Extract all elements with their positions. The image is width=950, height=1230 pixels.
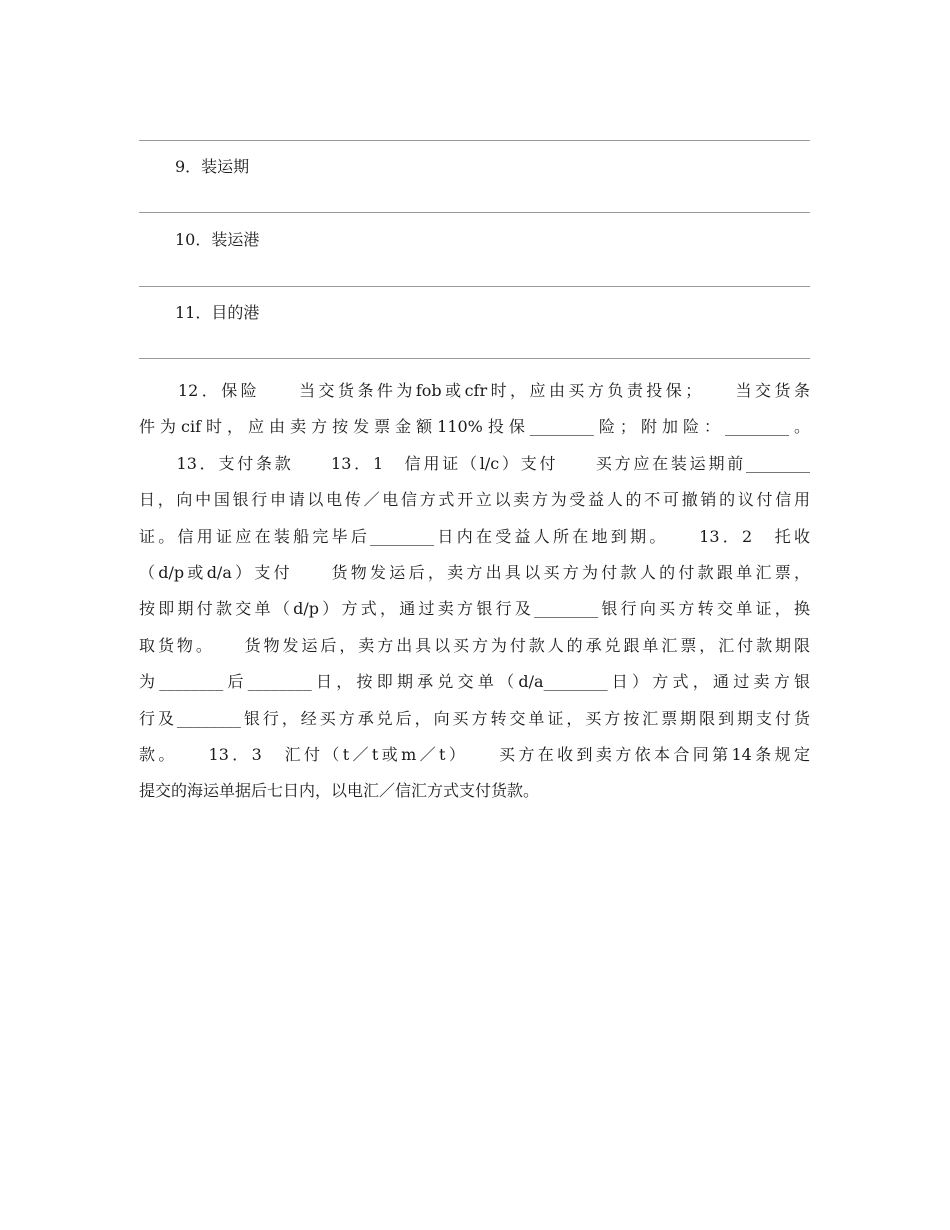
body-line: 12．保险 当交货条件为fob或cfr时，应由买方负责投保； 当交货条 <box>139 381 810 400</box>
divider-line <box>139 358 810 359</box>
section-shipment-period: 9．装运期 <box>175 157 250 176</box>
body-line: 13．支付条款 13．1 信用证（l/c）支付 买方应在装运期前________ <box>139 453 810 473</box>
body-line: 款。 13．3 汇付（t／t或m／t） 买方在收到卖方依本合同第14条规定 <box>139 744 810 764</box>
body-line: 取货物。 货物发运后，卖方出具以买方为付款人的承兑跟单汇票，汇付款期限 <box>139 635 810 655</box>
body-line: 证。信用证应在装船完毕后________日内在受益人所在地到期。 13．2 托收 <box>139 526 810 546</box>
payment-insurance-clauses <box>139 373 810 810</box>
body-line: 为________后________日，按即期承兑交单（d/a________日）方式，通过卖方银 <box>139 672 810 692</box>
body-line: 提交的海运单据后七日内，以电汇／信汇方式支付货款。 <box>139 781 540 801</box>
divider-line <box>139 212 810 213</box>
body-line: 日，向中国银行申请以电传／电信方式开立以卖方为受益人的不可撤销的议付信用 <box>139 490 810 510</box>
divider-line <box>139 140 810 141</box>
body-line: 行及________银行，经买方承兑后，向买方转交单证，买方按汇票期限到期支付货 <box>139 708 810 728</box>
divider-line <box>139 286 810 287</box>
body-line: 件为cif时，应由卖方按发票金额110%投保________险；附加险：________。 <box>139 417 810 437</box>
body-line: 按即期付款交单（d/p）方式，通过卖方银行及________银行向买方转交单证，换 <box>139 599 810 619</box>
section-port-of-loading: 10．装运港 <box>175 230 260 249</box>
body-line: （d/p或d/a）支付 货物发运后，卖方出具以买方为付款人的付款跟单汇票， <box>139 562 810 582</box>
section-port-of-destination: 11．目的港 <box>175 303 260 322</box>
